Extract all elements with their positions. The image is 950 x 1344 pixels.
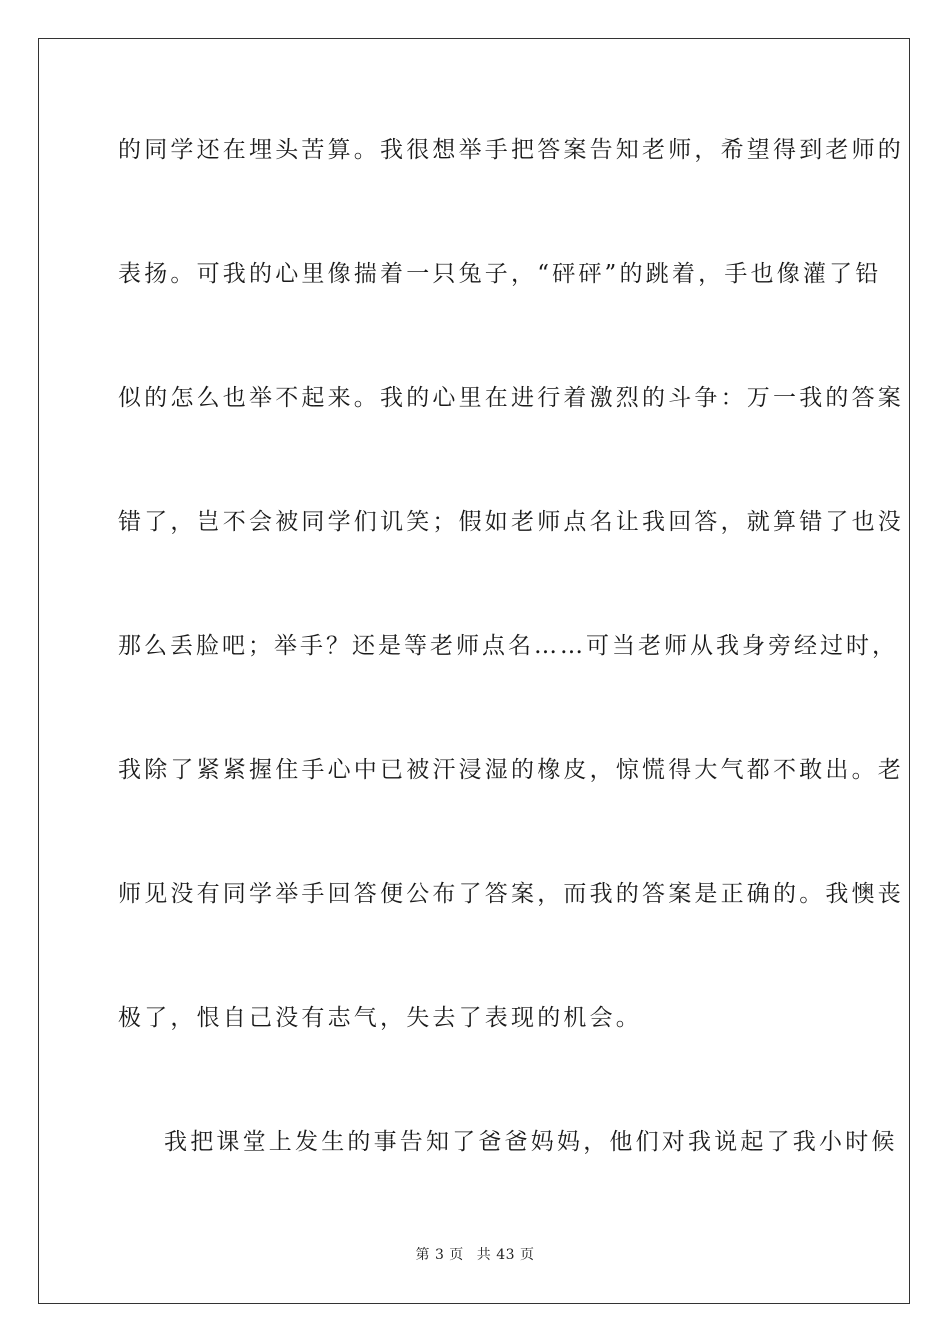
document-body [118,128,904,1244]
page-number: 第 3 页 [415,1247,464,1263]
page-count: 共 43 页 [476,1247,535,1263]
page-footer [0,1244,950,1264]
text-line: 我除了紧紧握住手心中已被汗浸湿的橡皮，惊慌得大气都不敢出。老 [118,757,904,783]
text-line: 表扬。可我的心里像揣着一只兔子，“砰砰”的跳着，手也像灌了铅 [118,261,882,287]
text-line: 的同学还在埋头苦算。我很想举手把答案告知老师，希望得到老师的 [118,137,904,163]
text-line: 极了，恨自己没有志气，失去了表现的机会。 [118,1005,642,1031]
paragraph-start-line: 我把课堂上发生的事告知了爸爸妈妈，他们对我说起了我小时候 [164,1129,898,1155]
text-line: 师见没有同学举手回答便公布了答案，而我的答案是正确的。我懊丧 [118,881,904,907]
text-line: 似的怎么也举不起来。我的心里在进行着激烈的斗争：万一我的答案 [118,385,904,411]
text-line: 错了，岂不会被同学们讥笑；假如老师点名让我回答，就算错了也没 [118,509,904,535]
text-line: 那么丢脸吧；举手？还是等老师点名……可当老师从我身旁经过时， [118,633,898,659]
